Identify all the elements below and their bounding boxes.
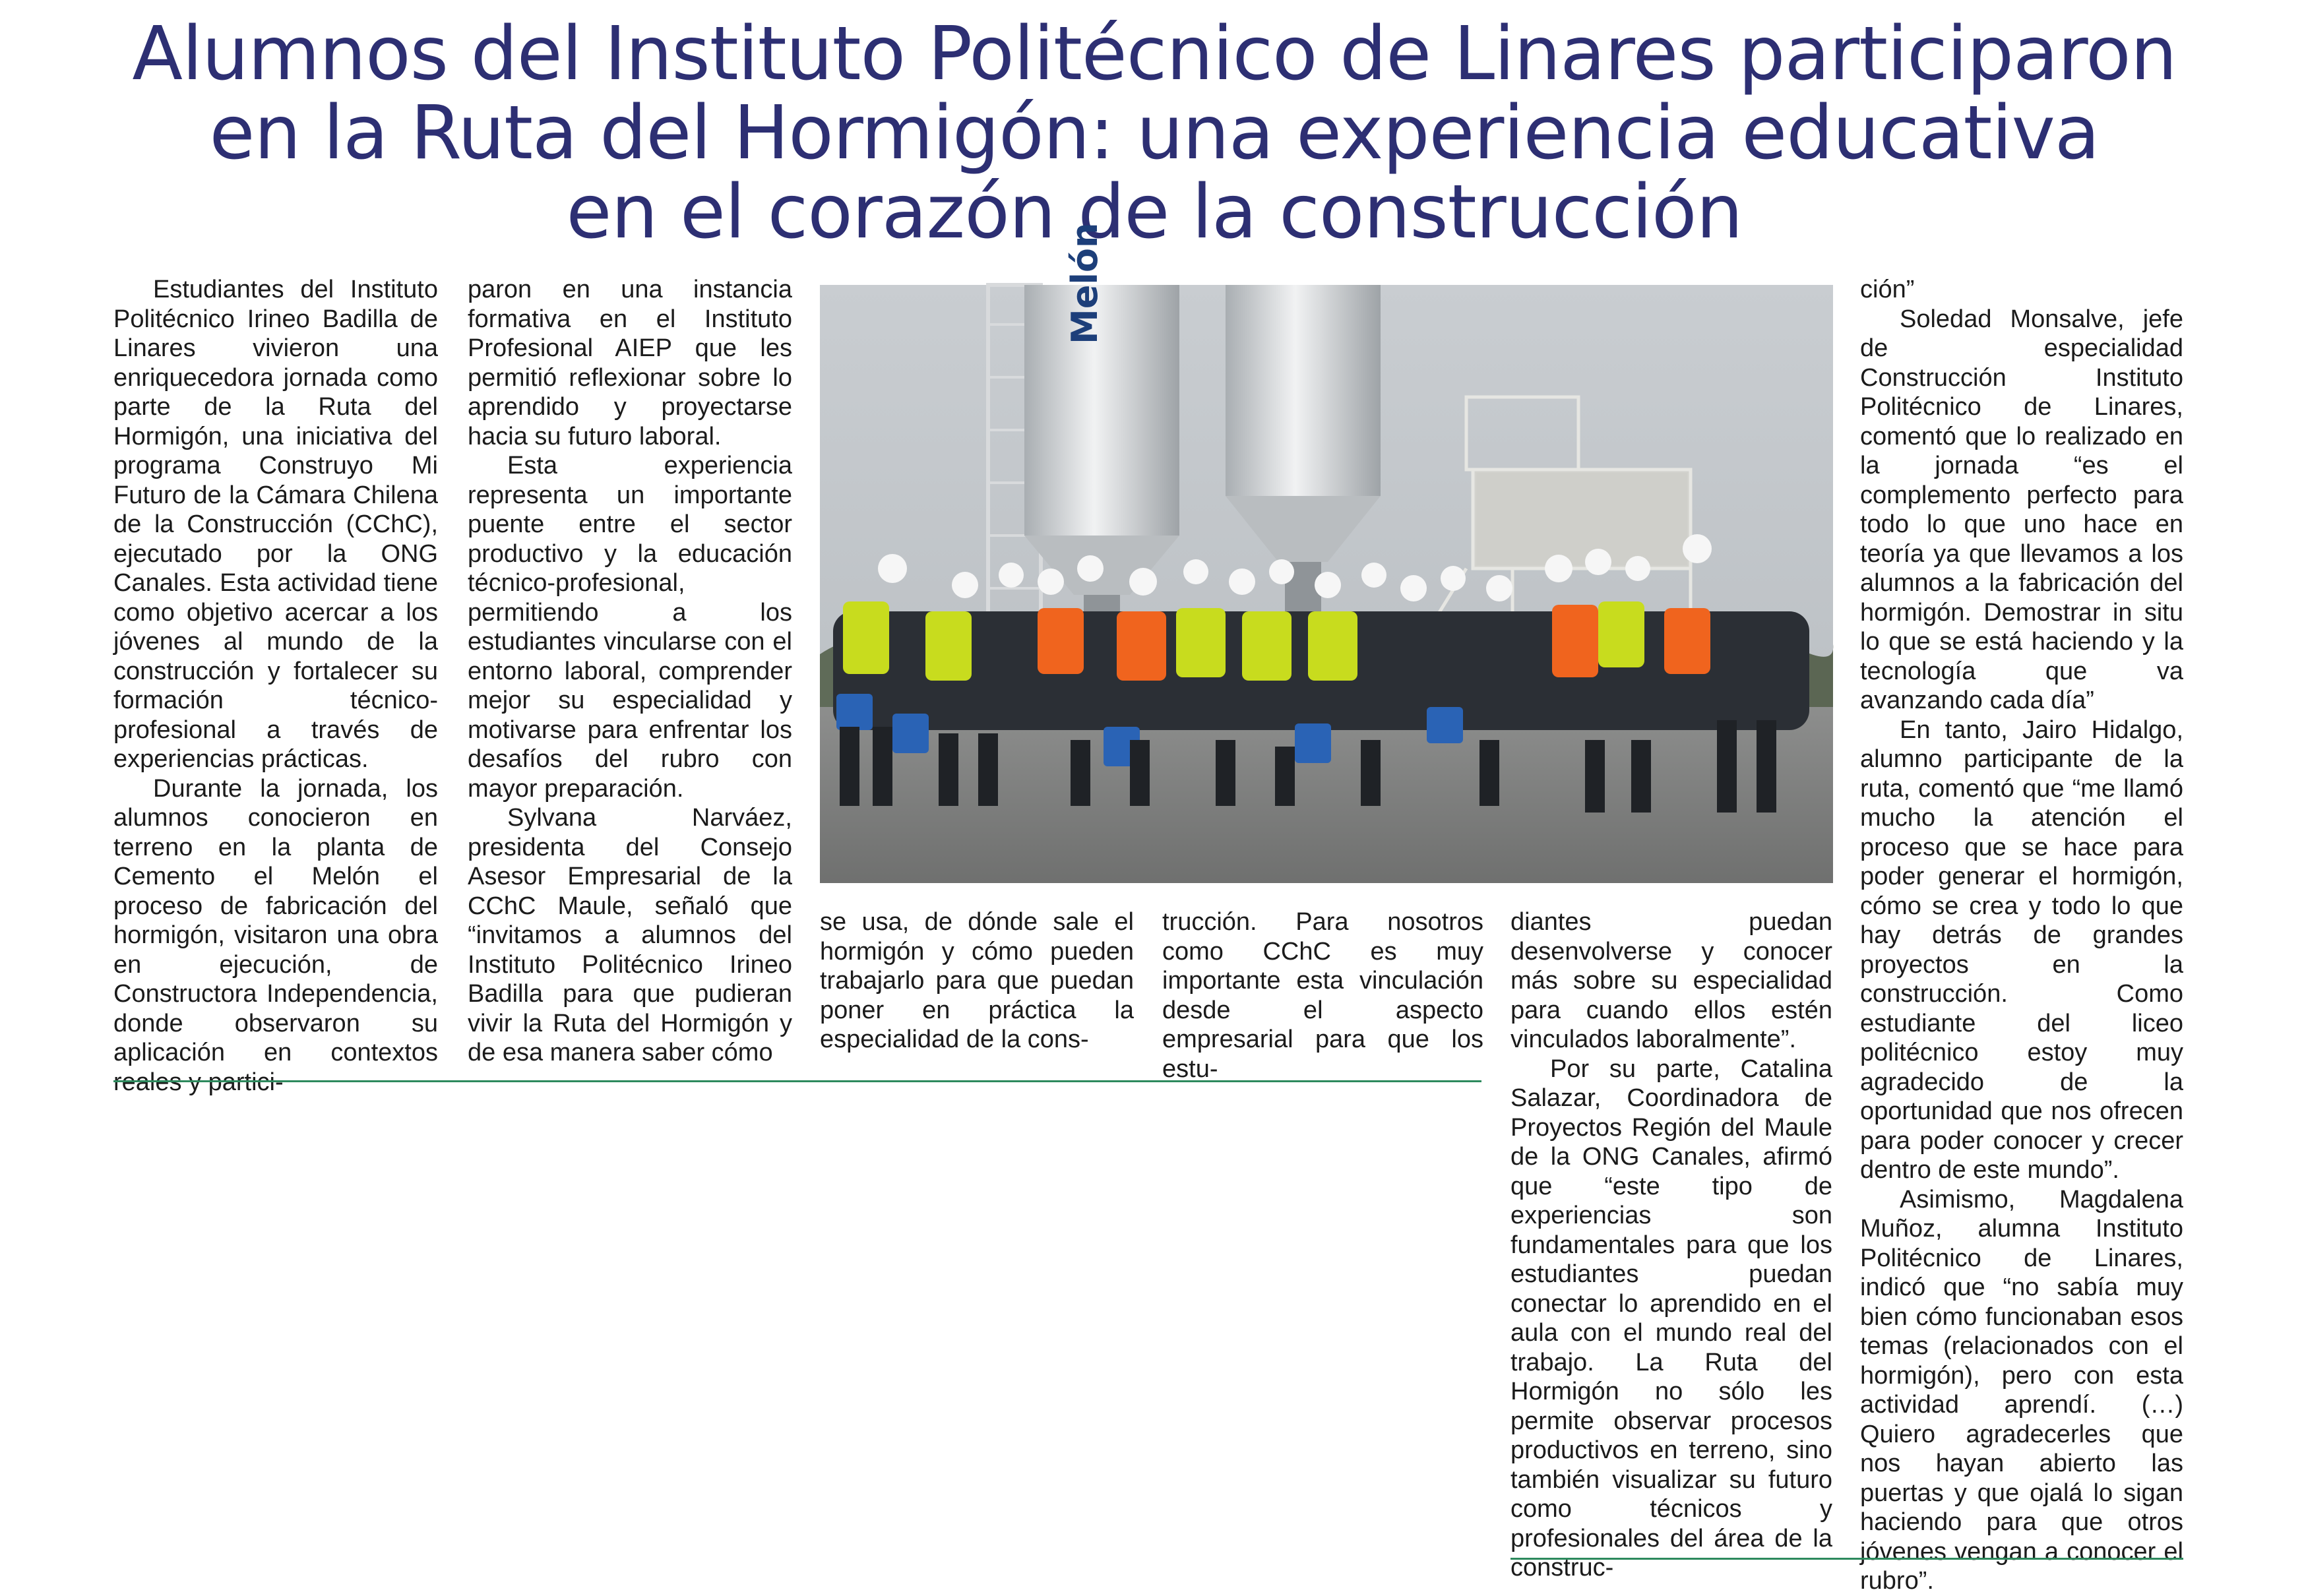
paragraph-munoz-quote: Asimismo, Magdalena Muñoz, alumna Instituto Politécnico de Linares, indicó que “no sabía muy bien cómo funcionaban esos temas (relacionados con el hormigón), pero con esta actividad aprendí. (…) Quiero agradecerles que nos hayan abierto las puertas y que ojalá lo sigan haciendo para que otros jóvenes vengan a conocer el rubro”. [1860, 1185, 2183, 1595]
headline-line-2: en la Ruta del Hormigón: una experiencia educativa [209, 90, 2100, 176]
paragraph-continuation: se usa, de dónde sale el hormigón y cómo pueden trabajarlo para que puedan poner en práctica la especialidad de la cons- [820, 908, 1134, 1053]
headline-line-1: Alumnos del Instituto Politécnico de Linares participaron [132, 11, 2177, 97]
paragraph-monsalve-quote: Soledad Monsalve, jefe de especialidad Construcción Instituto Politécnico de Linares, comentó que lo realizado en la jornada “es el complemento perfecto para todo lo que uno hace en teoría ya que llevamos a los alumnos a la fabricación del hormigón. Demostrar in situ lo que se está haciendo y la tecnología que va avanzando cada día” [1860, 305, 2183, 714]
article-column-6 [1860, 275, 2183, 1596]
paragraph-continuation: paron en una instancia formativa en el Instituto Profesional AIEP que les permitió reflexionar sobre lo aprendido y proyectarse hacia su futuro laboral. [468, 276, 792, 450]
headline [99, 11, 2210, 255]
article-column-1 [113, 275, 438, 1097]
section-divider [1510, 1558, 2183, 1560]
paragraph-intro: Estudiantes del Instituto Politécnico Irineo Badilla de Linares vivieron una enriquecedora jornada como parte de la Ruta del Hormigón, una iniciativa del programa Construyo Mi Futuro de la Cámara Chilena de la Construcción (CChC), ejecutado por la ONG Canales. Esta actividad tiene como objetivo acercar a los jóvenes al mundo de la construcción y fortalecer su formación técnico-profesional a través de experiencias prácticas. [113, 276, 438, 773]
paragraph-salazar-quote: Por su parte, Catalina Salazar, Coordinadora de Proyectos Región del Maule de la ONG Canales, afirmó que “este tipo de experiencias son fundamentales para que los estudiantes puedan conectar lo aprendido en el aula con el mundo real del trabajo. La Ruta del Hormigón no sólo les permite observar procesos productivos en terreno, sino también visualizar su futuro como técnicos y profesionales del área de la construc- [1510, 1055, 1832, 1581]
headline-line-3: en el corazón de la construcción [566, 169, 1743, 255]
paragraph-narvaez-quote: Sylvana Narváez, presidenta del Consejo Asesor Empresarial de la CChC Maule, señaló que “invitamos a alumnos del Instituto Politécnico Irineo Badilla para que pudieran vivir la Ruta del Hormigón y de esa manera saber cómo [468, 804, 792, 1066]
silo-logo-text: Melón [1064, 222, 1105, 344]
section-divider [113, 1080, 1481, 1082]
paragraph-jornada: Durante la jornada, los alumnos conocieron en terreno en la planta de Cemento el Melón el proceso de fabricación del hormigón, visitaron una obra en ejecución, de Constructora Independencia, donde observaron su aplicación en contextos reales y partici- [113, 774, 438, 1096]
paragraph-continuation: ción” [1860, 276, 1915, 303]
paragraph-continuation: diantes puedan desenvolverse y conocer más sobre su especialidad para cuando ellos estén vinculados laboralmente”. [1510, 908, 1832, 1053]
paragraph-experiencia: Esta experiencia representa un importante puente entre el sector productivo y la educación técnico-profesional, permitiendo a los estudiantes vincularse con el entorno laboral, comprender mejor su especialidad y motivarse para enfrentar los desafíos del rubro con mayor preparación. [468, 452, 792, 803]
article-column-3 [820, 907, 1134, 1055]
article-column-5 [1510, 907, 1832, 1583]
paragraph-hidalgo-quote: En tanto, Jairo Hidalgo, alumno participante de la ruta, comentó que “me llamó mucho la atención el proceso que se hace para poder generar el hormigón, cómo se crea y todo lo que hay detrás de grandes proyectos en la construcción. Como estudiante del liceo politécnico estoy muy agradecido de la oportunidad que nos ofrecen para poder conocer y crecer dentro de este mundo”. [1860, 716, 2183, 1184]
article-column-4 [1162, 907, 1483, 1084]
group-photo [820, 222, 1833, 883]
paragraph-continuation: trucción. Para nosotros como CChC es muy importante esta vinculación desde el aspecto empresarial para que los estu- [1162, 908, 1483, 1083]
article-column-2 [468, 275, 792, 1068]
group-photo-illustration [820, 222, 1833, 883]
